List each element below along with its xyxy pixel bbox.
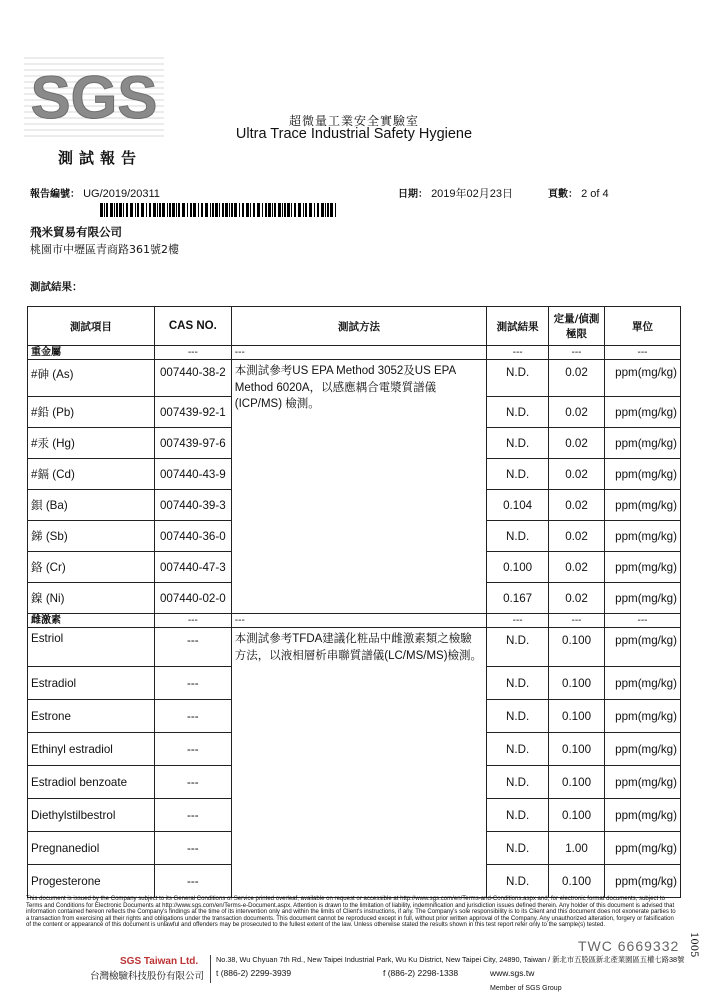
item-name: Diethylstilbestrol xyxy=(28,799,155,832)
group-dash: --- xyxy=(604,346,680,360)
limit: 0.100 xyxy=(549,667,605,700)
unit: ppm(mg/kg) xyxy=(604,766,680,799)
footer-fax: f (886-2) 2298-1338 xyxy=(383,968,459,978)
barcode-bar xyxy=(149,203,151,217)
limit: 0.02 xyxy=(549,360,605,397)
legal-disclaimer: This document is issued by the Company subject to its General Conditions of Service printed overleaf, available on request or accessible at http://www.sgs.com/en/Terms-and-Conditions.aspx and, for electronic format documents, subject to Terms and Conditions for Electronic Documents at http://www.sgs.com/en/Terms-e-Document.aspx. Attention is drawn to the limitation of liability, indemnification and jurisdiction issues defined therein. Any holder of this document is advised that information contained hereon reflects the Company's findings at the time of its intervention only and within the limits of Client's instructions, if any. The Company's sole responsibility is to its Client and this document does not exonerate parties to a transaction from exercising all their rights and obligations under the transaction documents. This document cannot be reproduced except in full, without prior written approval of the Company. Any unauthorized alteration, forgery or falsification of the content or appearance of this document is unlawful and offenders may be prosecuted to the fullest extent of the law. Unless otherwise stated the results shown in this test report refer only to the sample(s) tested. xyxy=(26,896,676,929)
table-row xyxy=(28,628,681,667)
limit: 0.02 xyxy=(549,583,605,614)
barcode-bar xyxy=(242,203,244,217)
barcode-bar xyxy=(257,203,260,217)
barcode-bar xyxy=(246,203,249,217)
cas-number: 007439-97-6 xyxy=(154,428,231,459)
barcode-bar xyxy=(225,203,228,217)
group-name: 雌激素 xyxy=(28,614,155,628)
item-name: #鉛 (Pb) xyxy=(28,397,155,428)
barcode-bar xyxy=(282,203,283,217)
cas-number: --- xyxy=(154,766,231,799)
cas-number: 007440-47-3 xyxy=(154,552,231,583)
item-name: 鋇 (Ba) xyxy=(28,490,155,521)
svg-text:SGS: SGS xyxy=(30,64,158,131)
limit: 0.100 xyxy=(549,799,605,832)
result: N.D. xyxy=(487,832,549,865)
unit: ppm(mg/kg) xyxy=(604,700,680,733)
barcode-bar xyxy=(219,203,220,217)
item-name: #鎘 (Cd) xyxy=(28,459,155,490)
barcode-bar xyxy=(123,203,124,217)
cas-number: --- xyxy=(154,733,231,766)
limit: 1.00 xyxy=(549,832,605,865)
limit: 0.100 xyxy=(549,766,605,799)
barcode-bar xyxy=(205,203,208,217)
footer-address: No.38, Wu Chyuan 7th Rd., New Taipei Industrial Park, Wu Ku District, New Taipei City, 24890, Taiwan / 新北市五股區新北產業園區五權七路38號 xyxy=(216,955,685,964)
header-limit: 定量/偵測極限 xyxy=(549,307,605,346)
barcode-bar xyxy=(153,203,156,217)
barcode-bar xyxy=(294,203,296,217)
cas-number: --- xyxy=(154,700,231,733)
limit: 0.02 xyxy=(549,428,605,459)
cas-number: --- xyxy=(154,799,231,832)
cas-number: 007439-92-1 xyxy=(154,397,231,428)
barcode-bar xyxy=(198,203,199,217)
barcode-bar xyxy=(321,203,324,217)
barcode-bar xyxy=(141,203,144,217)
group-dash: --- xyxy=(604,614,680,628)
group-dash: --- xyxy=(487,346,549,360)
item-name: Pregnanediol xyxy=(28,832,155,865)
unit: ppm(mg/kg) xyxy=(604,459,680,490)
report-date xyxy=(398,185,513,201)
footer-website: www.sgs.tw xyxy=(490,968,535,978)
barcode-bar xyxy=(272,203,273,217)
header-item: 測試項目 xyxy=(28,307,155,346)
barcode-bar xyxy=(159,203,161,217)
cas-number: 007440-36-0 xyxy=(154,521,231,552)
barcode-bar xyxy=(176,203,177,217)
results-table xyxy=(27,306,681,898)
group-dash: --- xyxy=(154,614,231,628)
barcode-bar xyxy=(231,203,233,217)
item-name: 鉻 (Cr) xyxy=(28,552,155,583)
test-method: 本測試參考TFDA建議化粧品中雌激素類之檢驗方法，以液相層析串聯質譜儀(LC/MS/MS)檢測。 xyxy=(231,628,486,898)
result: 0.104 xyxy=(487,490,549,521)
barcode-bar xyxy=(314,203,315,217)
unit: ppm(mg/kg) xyxy=(604,865,680,898)
barcode-bar xyxy=(116,203,118,217)
item-name: Progesterone xyxy=(28,865,155,898)
group-dash: --- xyxy=(231,614,486,628)
barcode-bar xyxy=(234,203,237,217)
barcode-bar xyxy=(106,203,108,217)
result: N.D. xyxy=(487,700,549,733)
barcode-bar xyxy=(239,203,240,217)
barcode-graphic xyxy=(100,203,338,217)
barcode-bar xyxy=(298,203,301,217)
header-result: 測試結果 xyxy=(487,307,549,346)
unit: ppm(mg/kg) xyxy=(604,733,680,766)
result: N.D. xyxy=(487,428,549,459)
footer-divider xyxy=(210,955,211,983)
client-name: 飛米貿易有限公司 xyxy=(30,225,122,239)
item-name: 銻 (Sb) xyxy=(28,521,155,552)
barcode-bar xyxy=(268,203,271,217)
barcode-bar xyxy=(265,203,267,217)
result: N.D. xyxy=(487,667,549,700)
footer-company-chinese: 台灣檢驗科技股份有限公司 xyxy=(90,971,205,982)
header-method: 測試方法 xyxy=(231,307,486,346)
barcode-bar xyxy=(146,203,147,217)
barcode-bar xyxy=(193,203,196,217)
barcode-bar xyxy=(167,203,168,217)
result: N.D. xyxy=(487,733,549,766)
result: N.D. xyxy=(487,766,549,799)
unit: ppm(mg/kg) xyxy=(604,667,680,700)
barcode-bar xyxy=(104,203,105,217)
barcode-bar xyxy=(222,203,224,217)
limit: 0.100 xyxy=(549,628,605,667)
barcode-bar xyxy=(187,203,188,217)
barcode-bar xyxy=(229,203,230,217)
table-header-row xyxy=(28,307,681,346)
barcode-bar xyxy=(182,203,185,217)
report-page xyxy=(548,185,609,200)
result: N.D. xyxy=(487,799,549,832)
barcode-bar xyxy=(330,203,333,217)
cas-number: 007440-39-3 xyxy=(154,490,231,521)
barcode-bar xyxy=(172,203,175,217)
report-number xyxy=(30,185,160,200)
result: N.D. xyxy=(487,397,549,428)
barcode-bar xyxy=(215,203,218,217)
barcode-bar xyxy=(309,203,312,217)
footer-member-note: Member of SGS Group xyxy=(490,985,562,992)
barcode-bar xyxy=(284,203,286,217)
group-dash: --- xyxy=(154,346,231,360)
item-name: #汞 (Hg) xyxy=(28,428,155,459)
limit: 0.02 xyxy=(549,459,605,490)
group-dash: --- xyxy=(231,346,486,360)
barcode-bar xyxy=(130,203,133,217)
barcode-bar xyxy=(291,203,292,217)
group-row-estrogens xyxy=(28,614,681,628)
header-cas: CAS NO. xyxy=(154,307,231,346)
cas-number: --- xyxy=(154,832,231,865)
group-dash: --- xyxy=(549,346,605,360)
group-dash: --- xyxy=(549,614,605,628)
barcode-bar xyxy=(135,203,136,217)
limit: 0.02 xyxy=(549,521,605,552)
cas-number: --- xyxy=(154,667,231,700)
lab-name-chinese: 超微量工業安全實驗室 xyxy=(288,114,419,128)
barcode-bar xyxy=(253,203,255,217)
barcode-bar xyxy=(278,203,281,217)
table-row xyxy=(28,360,681,397)
item-name: Estradiol benzoate xyxy=(28,766,155,799)
limit: 0.100 xyxy=(549,733,605,766)
barcode xyxy=(100,202,338,216)
limit: 0.02 xyxy=(549,490,605,521)
unit: ppm(mg/kg) xyxy=(604,397,680,428)
barcode-bar xyxy=(137,203,139,217)
test-method: 本測試參考US EPA Method 3052及US EPA Method 6020A，以感應耦合電漿質譜儀 (ICP/MS) 檢測。 xyxy=(231,360,486,614)
report-date-value: 2019年02月23日 xyxy=(431,188,514,200)
report-page-label: 頁數： xyxy=(548,189,578,200)
limit: 0.02 xyxy=(549,397,605,428)
barcode-bar xyxy=(327,203,329,217)
unit: ppm(mg/kg) xyxy=(604,428,680,459)
cas-number: 007440-43-9 xyxy=(154,459,231,490)
cas-number: 007440-02-0 xyxy=(154,583,231,614)
item-name: Estradiol xyxy=(28,667,155,700)
group-name: 重金屬 xyxy=(28,346,155,360)
result: N.D. xyxy=(487,628,549,667)
item-name: 鎳 (Ni) xyxy=(28,583,155,614)
unit: ppm(mg/kg) xyxy=(604,490,680,521)
barcode-bar xyxy=(212,203,214,217)
barcode-bar xyxy=(162,203,165,217)
barcode-bar xyxy=(110,203,113,217)
serial-number: TWC 6669332 xyxy=(578,938,680,954)
barcode-bar xyxy=(126,203,128,217)
result: N.D. xyxy=(487,459,549,490)
result: 0.100 xyxy=(487,552,549,583)
barcode-bar xyxy=(114,203,115,217)
unit: ppm(mg/kg) xyxy=(604,799,680,832)
result: 0.167 xyxy=(487,583,549,614)
limit: 0.100 xyxy=(549,700,605,733)
results-label: 測試結果： xyxy=(30,281,83,293)
cas-number: --- xyxy=(154,865,231,898)
document-title: 測試報告 xyxy=(58,149,143,167)
unit: ppm(mg/kg) xyxy=(604,583,680,614)
report-number-value: UG/2019/20311 xyxy=(83,188,160,200)
item-name: Estriol xyxy=(28,628,155,667)
result: N.D. xyxy=(487,521,549,552)
client-address: 桃園市中壢區青商路361號2樓 xyxy=(30,243,179,256)
report-date-label: 日期： xyxy=(398,189,428,200)
report-number-label: 報告編號： xyxy=(30,189,80,200)
barcode-bar xyxy=(305,203,307,217)
unit: ppm(mg/kg) xyxy=(604,552,680,583)
barcode-bar xyxy=(262,203,263,217)
barcode-bar xyxy=(210,203,211,217)
barcode-bar xyxy=(100,203,103,217)
barcode-bar xyxy=(317,203,319,217)
barcode-bar xyxy=(335,203,336,217)
lab-name-english: Ultra Trace Industrial Safety Hygiene xyxy=(235,126,473,142)
barcode-bar xyxy=(178,203,180,217)
vertical-number: 1005 xyxy=(688,932,699,958)
result: N.D. xyxy=(487,865,549,898)
barcode-bar xyxy=(303,203,304,217)
group-dash: --- xyxy=(487,614,549,628)
barcode-bar xyxy=(250,203,251,217)
limit: 0.100 xyxy=(549,865,605,898)
limit: 0.02 xyxy=(549,552,605,583)
item-name: #砷 (As) xyxy=(28,360,155,397)
result: N.D. xyxy=(487,360,549,397)
header-unit: 單位 xyxy=(604,307,680,346)
barcode-bar xyxy=(287,203,290,217)
barcode-bar xyxy=(325,203,326,217)
barcode-bar xyxy=(201,203,203,217)
cas-number: 007440-38-2 xyxy=(154,360,231,397)
unit: ppm(mg/kg) xyxy=(604,832,680,865)
barcode-bar xyxy=(190,203,192,217)
unit: ppm(mg/kg) xyxy=(604,521,680,552)
item-name: Ethinyl estradiol xyxy=(28,733,155,766)
footer-telephone: t (886-2) 2299-3939 xyxy=(216,968,292,978)
group-row-heavy-metals xyxy=(28,346,681,360)
footer-company-english: SGS Taiwan Ltd. xyxy=(120,956,199,967)
barcode-bar xyxy=(274,203,276,217)
report-page-value: 2 of 4 xyxy=(581,188,609,200)
barcode-bar xyxy=(119,203,122,217)
cas-number: --- xyxy=(154,628,231,667)
unit: ppm(mg/kg) xyxy=(604,628,680,667)
unit: ppm(mg/kg) xyxy=(604,360,680,397)
barcode-bar xyxy=(169,203,171,217)
barcode-bar xyxy=(157,203,158,217)
item-name: Estrone xyxy=(28,700,155,733)
